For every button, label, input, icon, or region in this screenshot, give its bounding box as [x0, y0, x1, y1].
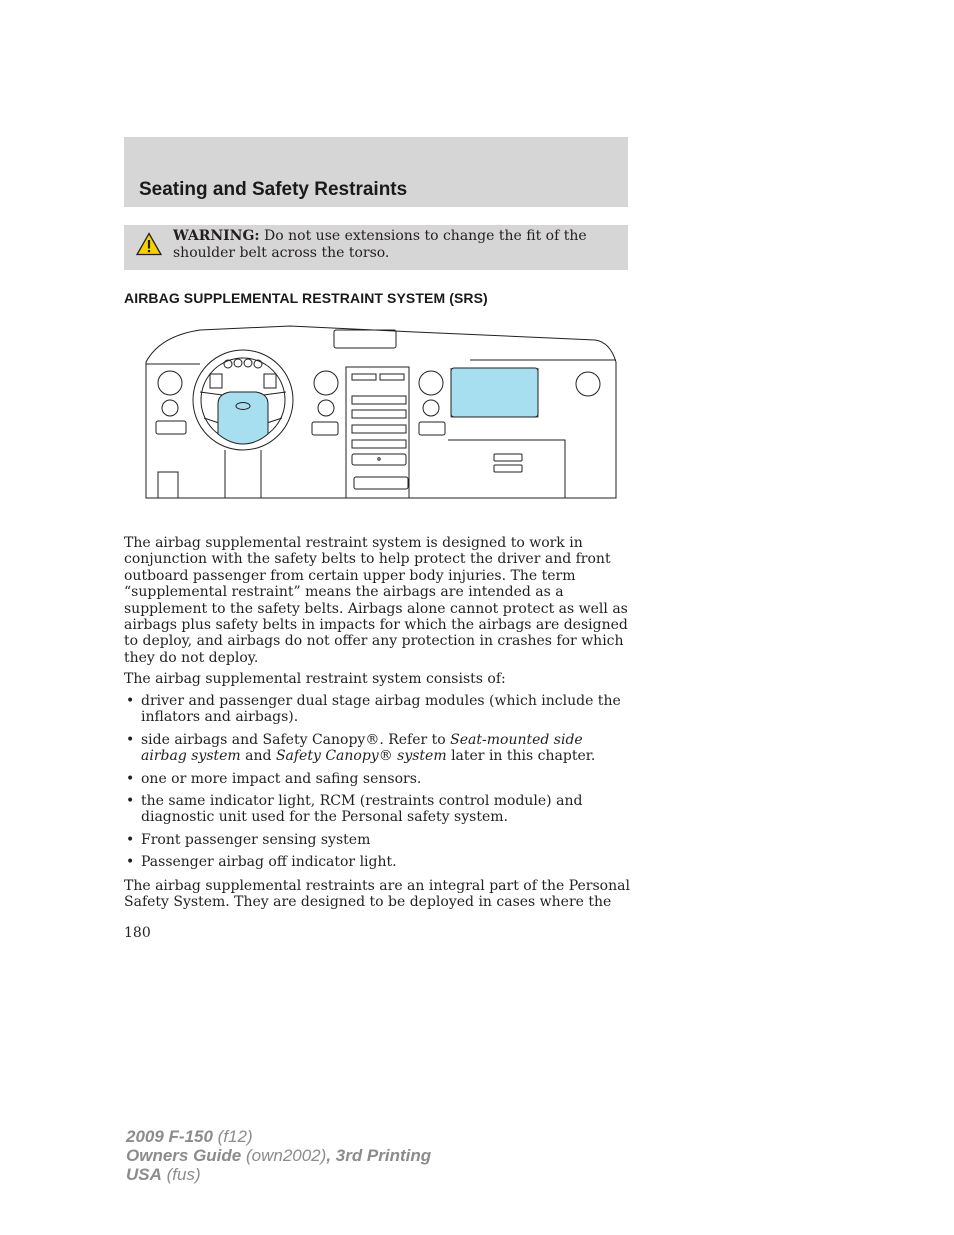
bullet-icon: •: [126, 693, 135, 709]
dashboard-airbag-illustration: [140, 322, 618, 514]
list-item-text: driver and passenger dual stage airbag modules (which include the inflators and airbags).: [141, 693, 621, 726]
list-item: [124, 693, 630, 726]
list-item: [124, 854, 630, 870]
bullet-icon: •: [126, 831, 135, 848]
closing-paragraph: The airbag supplemental restraints are an integral part of the Personal Safety System. They are designed to be deployed in cases where the: [124, 878, 630, 911]
cross-reference-safety-canopy: Safety Canopy® system: [275, 748, 447, 765]
bullet-icon: •: [126, 793, 135, 810]
list-item: [124, 771, 630, 787]
list-item: [124, 832, 630, 848]
warning-triangle-icon: [136, 232, 162, 256]
footer-line-market: [126, 1165, 431, 1184]
component-list: [124, 693, 630, 877]
list-item-text: Front passenger sensing system: [141, 831, 371, 848]
section-header-band: [124, 137, 628, 207]
footer-guide: Owners Guide: [126, 1146, 242, 1165]
footer-market: USA: [126, 1165, 162, 1184]
list-item-text: one or more impact and safing sensors.: [141, 770, 422, 787]
warning-message: Do not use extensions to change the fit of the shoulder belt across the torso.: [173, 228, 587, 261]
footer-guide-code: (own2002): [241, 1146, 327, 1165]
list-item: [124, 793, 630, 826]
bullet-icon: •: [126, 770, 135, 787]
footer-model: 2009 F-150: [126, 1127, 213, 1146]
intro-paragraph: The airbag supplemental restraint system is designed to work in conjunction with the safety belts to help protect the driver and front outboard passenger from certain upper body injuries. The term “supplemental restraint” means the airbags are intended as a supplement to the safety belts. Airbags alone cannot protect as well as airbags plus safety belts in impacts for which the airbags are designed to deploy, and airbags do not offer any protection in crashes for which they do not deploy.: [124, 535, 628, 666]
warning-box: [124, 225, 628, 270]
list-item-text: the same indicator light, RCM (restraints control module) and diagnostic unit used for the Personal safety system.: [141, 793, 583, 826]
list-item-text: Passenger airbag off indicator light.: [141, 854, 397, 871]
section-title: Seating and Safety Restraints: [139, 179, 408, 200]
footer-market-code: (fus): [161, 1165, 201, 1184]
warning-label: WARNING:: [173, 228, 260, 244]
list-item-text: side airbags and Safety Canopy®. Refer to: [141, 731, 451, 748]
bullet-icon: •: [126, 854, 135, 871]
list-item-text: and: [240, 748, 276, 765]
list-item: [124, 732, 630, 765]
document-footer: [126, 1127, 431, 1184]
footer-printing: , 3rd Printing: [326, 1146, 432, 1165]
footer-line-guide: [126, 1146, 431, 1165]
components-intro: The airbag supplemental restraint system consists of:: [124, 671, 506, 687]
section-heading: AIRBAG SUPPLEMENTAL RESTRAINT SYSTEM (SRS): [124, 290, 488, 306]
footer-line-model: [126, 1127, 431, 1146]
list-item-text: later in this chapter.: [446, 748, 596, 765]
warning-text: [173, 228, 613, 262]
footer-model-code: (f12): [212, 1127, 253, 1146]
cross-reference-side-airbag: Seat-mounted side airbag system: [141, 731, 583, 765]
page-number: 180: [124, 925, 151, 941]
bullet-icon: •: [126, 731, 135, 748]
